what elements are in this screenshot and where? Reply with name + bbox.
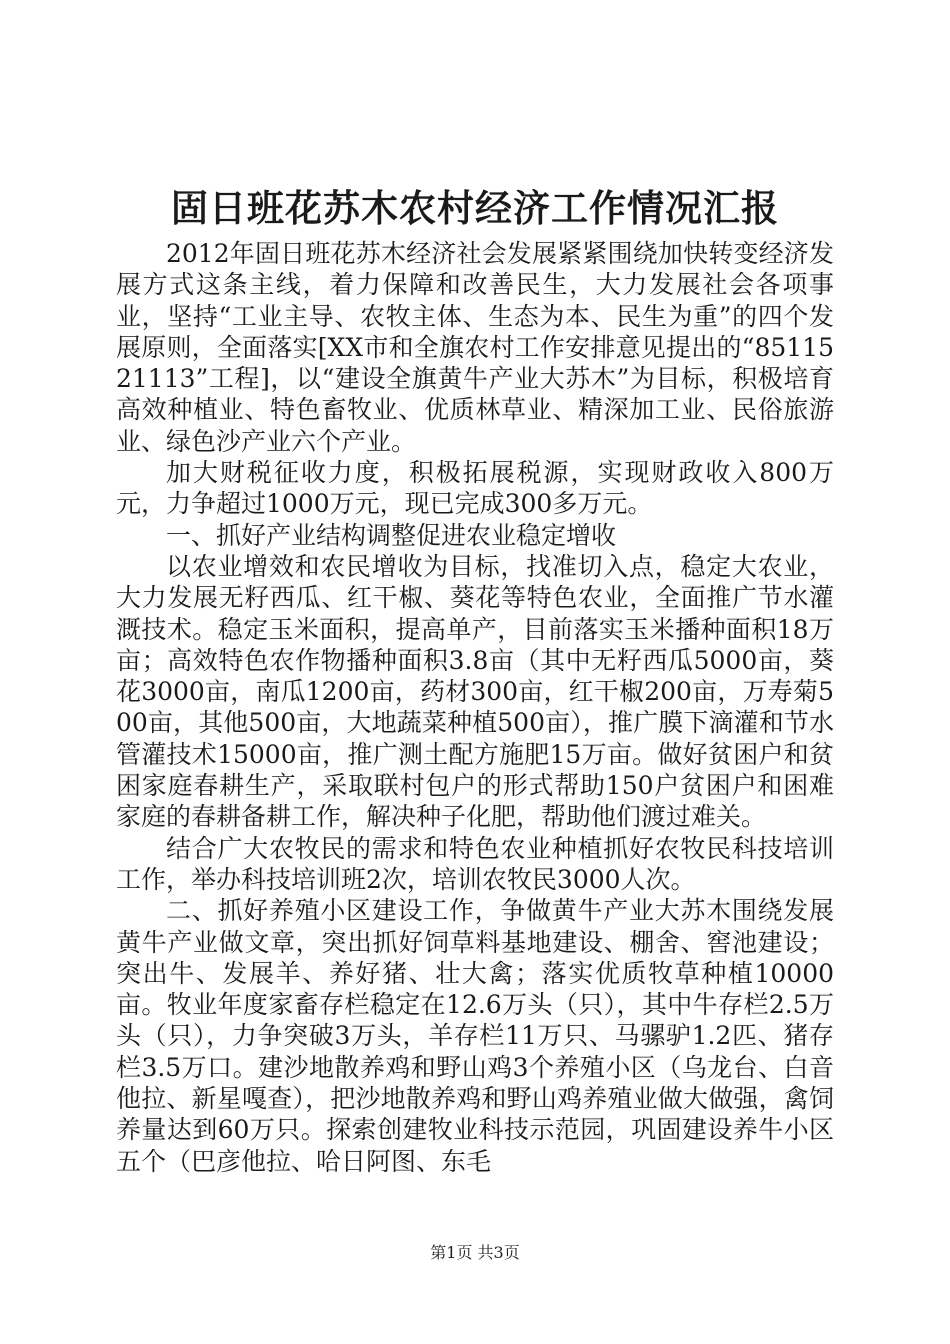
document-body (116, 238, 834, 1177)
paragraph-intro: 2012年固日班花苏木经济社会发展紧紧围绕加快转变经济发展方式这条主线，着力保障和改善民生，大力发展社会各项事业，坚持“工业主导、农牧主体、生态为本、民生为重”的四个发展原则，全面落实[XX市和全旗农村工作安排意见提出的“8511521113”工程]，以“建设全旗黄牛产业大苏木”为目标，积极培育高效种植业、特色畜牧业、优质林草业、精深加工业、民俗旅游业、绿色沙产业六个产业。 (116, 239, 834, 456)
paragraph-livestock: 二、抓好养殖小区建设工作，争做黄牛产业大苏木围绕发展黄牛产业做文章，突出抓好饲草料基地建设、棚舍、窖池建设；突出牛、发展羊、养好猪、壮大禽；落实优质牧草种植10000亩。牧业年度家畜存栏稳定在12.6万头（只），其中牛存栏2.5万头（只），力争突破3万头，羊存栏11万只、马骡驴1.2匹、猪存栏3.5万口。建沙地散养鸡和野山鸡3个养殖小区（乌龙台、白音他拉、新星嘎查），把沙地散养鸡和野山鸡养殖业做大做强，禽饲养量达到60万只。探索创建牧业科技示范园，巩固建设养牛小区五个（巴彦他拉、哈日阿图、东毛 (116, 896, 834, 1176)
page-number: 第1页 共3页 (430, 1243, 520, 1262)
paragraph-training: 结合广大农牧民的需求和特色农业种植抓好农牧民科技培训工作，举办科技培训班2次，培训农牧民3000人次。 (116, 833, 834, 894)
paragraph-agriculture: 以农业增效和农民增收为目标，找准切入点，稳定大农业，大力发展无籽西瓜、红干椒、葵花等特色农业，全面推广节水灌溉技术。稳定玉米面积，提高单产，目前落实玉米播种面积18万亩；高效特色农作物播种面积3.8亩（其中无籽西瓜5000亩，葵花3000亩，南瓜1200亩，药材300亩，红干椒200亩，万寿菊500亩，其他500亩，大地蔬菜种植500亩），推广膜下滴灌和节水管灌技术15000亩，推广测土配方施肥15万亩。做好贫困户和贫困家庭春耕生产，采取联村包户的形式帮助150户贫困户和困难家庭的春耕备耕工作，解决种子化肥，帮助他们渡过难关。 (116, 551, 834, 832)
document-title: 固日班花苏木农村经济工作情况汇报 (171, 186, 779, 230)
section-heading-1: 一、抓好产业结构调整促进农业稳定增收 (166, 520, 617, 550)
paragraph-finance: 加大财税征收力度，积极拓展税源，实现财政收入800万元，力争超过1000万元，现已完成300多万元。 (116, 458, 834, 519)
